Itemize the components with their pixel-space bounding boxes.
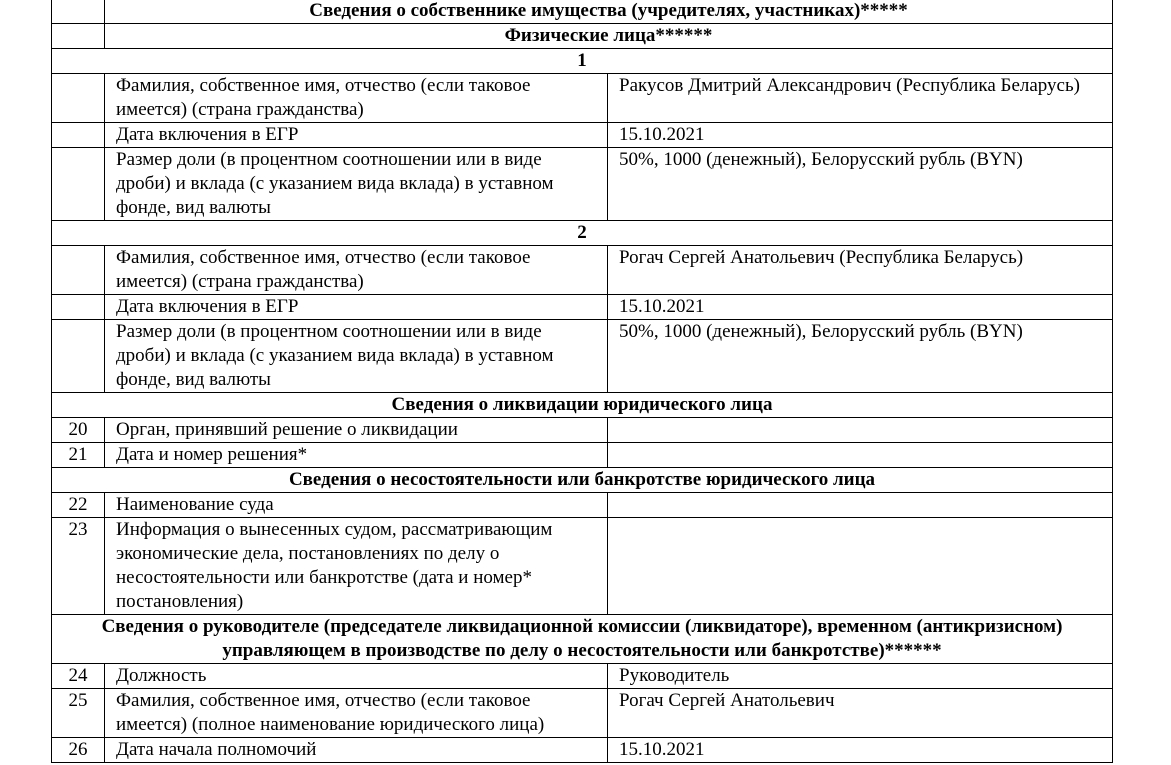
field-row <box>52 493 1113 518</box>
field-label: Дата начала полномочий <box>105 738 608 763</box>
row-number: 22 <box>52 493 105 518</box>
field-label: Орган, принявший решение о ликвидации <box>105 418 608 443</box>
registry-table-body <box>52 0 1113 763</box>
field-value <box>608 493 1113 518</box>
field-label: Фамилия, собственное имя, отчество (если таковое имеется) (страна гражданства) <box>105 74 608 123</box>
row-number <box>52 246 105 295</box>
field-value: 15.10.2021 <box>608 123 1113 148</box>
row-number: 23 <box>52 518 105 615</box>
person-number-row <box>52 221 1113 246</box>
row-number <box>52 148 105 221</box>
row-number: 26 <box>52 738 105 763</box>
person-number: 2 <box>52 221 1113 246</box>
field-label: Размер доли (в процентном соотношении или в виде дроби) и вклада (с указанием вида вклада) в уставном фонде, вид валюты <box>105 320 608 393</box>
section-heading-row <box>52 393 1113 418</box>
field-value <box>608 518 1113 615</box>
row-number <box>52 295 105 320</box>
field-value: 15.10.2021 <box>608 295 1113 320</box>
field-value: 50%, 1000 (денежный), Белорусский рубль (BYN) <box>608 320 1113 393</box>
person-number-row <box>52 49 1113 74</box>
field-label: Фамилия, собственное имя, отчество (если таковое имеется) (полное наименование юридического лица) <box>105 689 608 738</box>
field-value <box>608 418 1113 443</box>
field-label: Наименование суда <box>105 493 608 518</box>
field-row <box>52 123 1113 148</box>
group-heading-row <box>52 24 1113 49</box>
field-row <box>52 689 1113 738</box>
field-row <box>52 443 1113 468</box>
field-row <box>52 518 1113 615</box>
field-value: Рогач Сергей Анатольевич (Республика Беларусь) <box>608 246 1113 295</box>
field-row <box>52 418 1113 443</box>
row-number: 20 <box>52 418 105 443</box>
field-row <box>52 664 1113 689</box>
field-label: Дата и номер решения* <box>105 443 608 468</box>
field-label: Информация о вынесенных судом, рассматривающим экономические дела, постановлениях по делу о несостоятельности или банкротстве (дата и номер* постановления) <box>105 518 608 615</box>
row-number: 21 <box>52 443 105 468</box>
section-heading-row <box>52 615 1113 664</box>
field-row <box>52 320 1113 393</box>
row-number <box>52 24 105 49</box>
row-number: 25 <box>52 689 105 738</box>
field-value: Рогач Сергей Анатольевич <box>608 689 1113 738</box>
section-heading: Сведения о ликвидации юридического лица <box>52 393 1113 418</box>
group-heading: Физические лица****** <box>105 24 1113 49</box>
section-heading: Сведения о несостоятельности или банкротстве юридического лица <box>52 468 1113 493</box>
registry-extract-table <box>51 0 1113 763</box>
field-label: Размер доли (в процентном соотношении или в виде дроби) и вклада (с указанием вида вклада) в уставном фонде, вид валюты <box>105 148 608 221</box>
row-number <box>52 320 105 393</box>
person-number: 1 <box>52 49 1113 74</box>
field-row <box>52 295 1113 320</box>
row-number <box>52 0 105 24</box>
row-number <box>52 123 105 148</box>
group-heading-row <box>52 0 1113 24</box>
field-row <box>52 738 1113 763</box>
field-label: Фамилия, собственное имя, отчество (если таковое имеется) (страна гражданства) <box>105 246 608 295</box>
field-value: Руководитель <box>608 664 1113 689</box>
field-row <box>52 148 1113 221</box>
field-value <box>608 443 1113 468</box>
group-heading: Сведения о собственнике имущества (учредителях, участниках)***** <box>105 0 1113 24</box>
field-label: Дата включения в ЕГР <box>105 123 608 148</box>
field-value: 15.10.2021 <box>608 738 1113 763</box>
field-label: Дата включения в ЕГР <box>105 295 608 320</box>
section-heading: Сведения о руководителе (председателе ликвидационной комиссии (ликвидаторе), временном (антикризисном) управляющем в производстве по делу о несостоятельности или банкротстве)****** <box>52 615 1113 664</box>
row-number: 24 <box>52 664 105 689</box>
field-value: 50%, 1000 (денежный), Белорусский рубль (BYN) <box>608 148 1113 221</box>
field-value: Ракусов Дмитрий Александрович (Республика Беларусь) <box>608 74 1113 123</box>
field-label: Должность <box>105 664 608 689</box>
row-number <box>52 74 105 123</box>
section-heading-row <box>52 468 1113 493</box>
field-row <box>52 246 1113 295</box>
field-row <box>52 74 1113 123</box>
